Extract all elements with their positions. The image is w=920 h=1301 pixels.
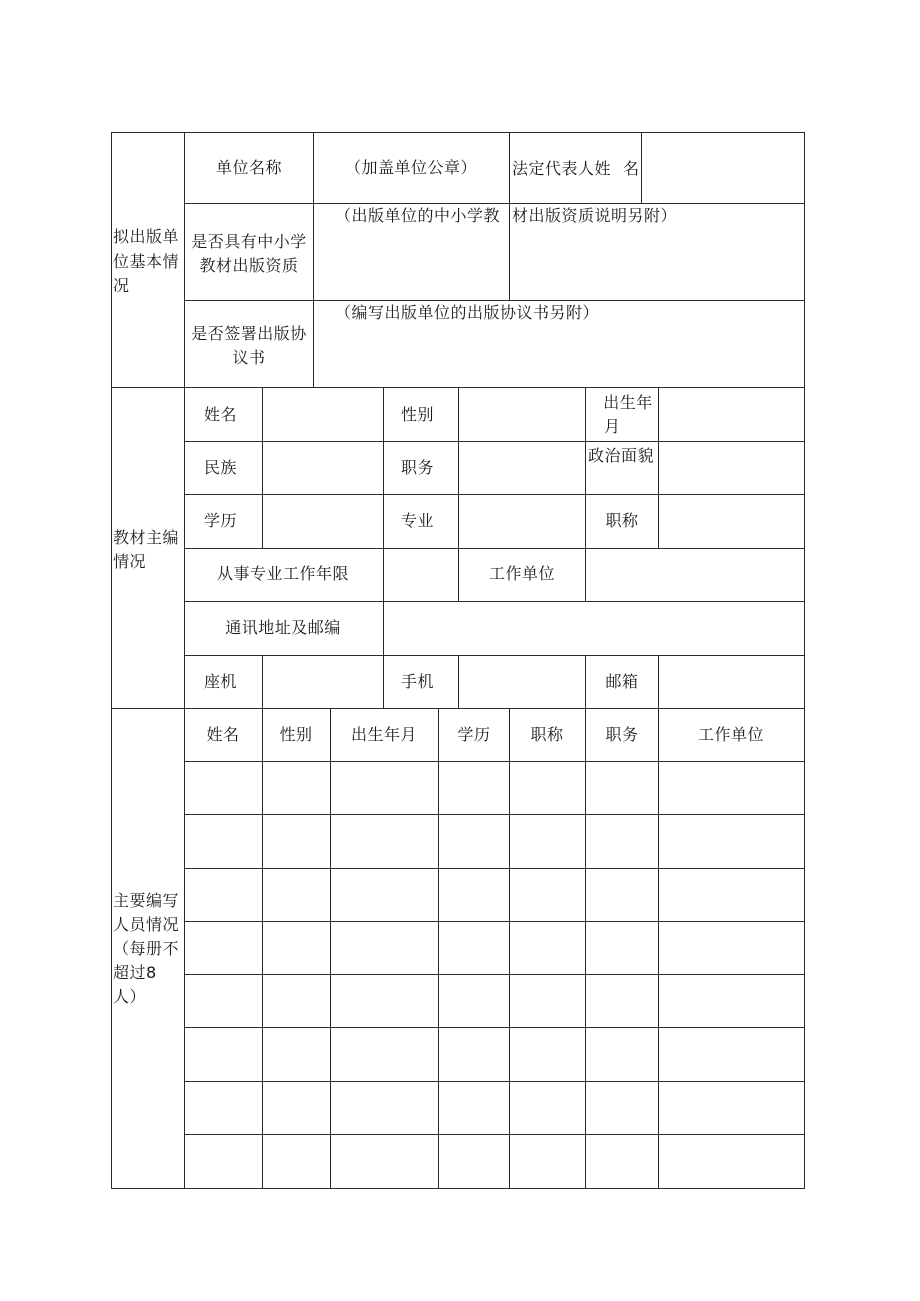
writer-birth-cell[interactable] xyxy=(331,1082,438,1134)
editor-major-field[interactable] xyxy=(459,495,585,548)
s1-col-line-b xyxy=(509,132,510,301)
writer-title-cell[interactable] xyxy=(510,869,585,921)
editor-birth-label-line2: 月 xyxy=(604,417,621,436)
writer-title-cell[interactable] xyxy=(510,922,585,974)
editor-name-field[interactable] xyxy=(263,388,383,441)
section3-label-line5: 人） xyxy=(113,987,147,1006)
writer-name-cell[interactable] xyxy=(185,1028,262,1081)
editor-years-field[interactable] xyxy=(384,549,458,601)
writer-education-cell[interactable] xyxy=(439,975,509,1027)
editor-landline-field[interactable] xyxy=(263,656,383,708)
editor-email-field[interactable] xyxy=(659,656,804,708)
writer-gender-cell[interactable] xyxy=(263,1135,330,1188)
writer-education-cell[interactable] xyxy=(439,1135,509,1188)
writer-title-cell[interactable] xyxy=(510,1082,585,1134)
qualification-label-line2: 教材出版资质 xyxy=(199,256,299,275)
writer-name-cell[interactable] xyxy=(185,1135,262,1188)
qualification-note-part2: 材出版资质说明另附） xyxy=(512,206,678,225)
writer-birth-cell[interactable] xyxy=(331,1135,438,1188)
writer-title-cell[interactable] xyxy=(510,1028,585,1081)
writer-name-cell[interactable] xyxy=(185,975,262,1027)
writer-gender-cell[interactable] xyxy=(263,922,330,974)
writer-gender-cell[interactable] xyxy=(263,975,330,1027)
writer-name-cell[interactable] xyxy=(185,815,262,868)
writers-header-birth: 出生年月 xyxy=(350,725,418,744)
writer-gender-cell[interactable] xyxy=(263,762,330,814)
writer-education-cell[interactable] xyxy=(439,1082,509,1134)
writer-position-cell[interactable] xyxy=(586,1135,658,1188)
editor-email-label: 邮箱 xyxy=(605,672,639,691)
s1-col-line-a xyxy=(313,132,314,388)
editor-ethnicity-field[interactable] xyxy=(263,442,383,494)
legal-rep-label-end: 名 xyxy=(623,159,640,178)
section2-label-line1: 教材主编 xyxy=(113,528,180,547)
agreement-note: （编写出版单位的出版协议书另附） xyxy=(335,303,600,322)
writer-name-cell[interactable] xyxy=(185,869,262,921)
agreement-label-line2: 议书 xyxy=(232,348,266,367)
writer-name-cell[interactable] xyxy=(185,922,262,974)
writer-birth-cell[interactable] xyxy=(331,975,438,1027)
section1-label-line2: 位基本情 xyxy=(113,252,180,271)
table-border-left xyxy=(111,132,112,1189)
s2-col-383-a xyxy=(383,387,384,549)
editor-gender-label: 性别 xyxy=(401,405,435,424)
writer-position-cell[interactable] xyxy=(586,1082,658,1134)
section3-label-line2: 人员情况 xyxy=(113,915,180,934)
writer-gender-cell[interactable] xyxy=(263,1028,330,1081)
writer-name-cell[interactable] xyxy=(185,1082,262,1134)
editor-position-label: 职务 xyxy=(401,458,435,477)
s2-col-458-b xyxy=(458,548,459,602)
editor-ethnicity-label: 民族 xyxy=(204,458,238,477)
writer-birth-cell[interactable] xyxy=(331,762,438,814)
writer-workplace-cell[interactable] xyxy=(659,1028,804,1081)
writer-birth-cell[interactable] xyxy=(331,815,438,868)
writers-header-title: 职称 xyxy=(530,725,564,744)
writer-workplace-cell[interactable] xyxy=(659,762,804,814)
editor-title-field[interactable] xyxy=(659,495,804,548)
writer-position-cell[interactable] xyxy=(586,869,658,921)
writer-gender-cell[interactable] xyxy=(263,869,330,921)
writers-header-position: 职务 xyxy=(605,725,639,744)
writer-workplace-cell[interactable] xyxy=(659,869,804,921)
editor-name-label: 姓名 xyxy=(204,405,238,424)
editor-address-label: 通讯地址及邮编 xyxy=(225,618,341,637)
writers-header-gender: 性别 xyxy=(279,725,313,744)
editor-political-label: 政治面貌 xyxy=(588,446,655,465)
legal-rep-name-field[interactable] xyxy=(642,133,804,203)
editor-title-label: 职称 xyxy=(605,511,639,530)
writer-workplace-cell[interactable] xyxy=(659,1135,804,1188)
writer-birth-cell[interactable] xyxy=(331,922,438,974)
writer-title-cell[interactable] xyxy=(510,762,585,814)
writer-workplace-cell[interactable] xyxy=(659,975,804,1027)
section3-label-line3: （每册不 xyxy=(113,939,180,958)
s2-col-585-a xyxy=(585,387,586,549)
writer-position-cell[interactable] xyxy=(586,762,658,814)
section3-label-line1: 主要编写 xyxy=(113,891,180,910)
writer-gender-cell[interactable] xyxy=(263,1082,330,1134)
writer-title-cell[interactable] xyxy=(510,1135,585,1188)
section1-label-line1: 拟出版单 xyxy=(113,227,180,246)
writer-workplace-cell[interactable] xyxy=(659,922,804,974)
writer-education-cell[interactable] xyxy=(439,1028,509,1081)
writer-education-cell[interactable] xyxy=(439,869,509,921)
legal-rep-label: 法定代表人姓 xyxy=(512,159,612,178)
editor-years-label: 从事专业工作年限 xyxy=(216,564,350,583)
writer-name-cell[interactable] xyxy=(185,762,262,814)
editor-birth-label-line1: 出生年 xyxy=(603,393,653,412)
unit-name-label: 单位名称 xyxy=(215,158,283,177)
writer-birth-cell[interactable] xyxy=(331,1028,438,1081)
writer-workplace-cell[interactable] xyxy=(659,815,804,868)
writer-position-cell[interactable] xyxy=(586,975,658,1027)
writer-gender-cell[interactable] xyxy=(263,815,330,868)
writer-title-cell[interactable] xyxy=(510,975,585,1027)
editor-mobile-label: 手机 xyxy=(401,672,435,691)
writer-education-cell[interactable] xyxy=(439,922,509,974)
editor-gender-field[interactable] xyxy=(459,388,585,441)
section3-label-line4: 超过8 xyxy=(113,963,157,982)
writer-position-cell[interactable] xyxy=(586,1028,658,1081)
editor-political-field[interactable] xyxy=(659,442,804,494)
writer-workplace-cell[interactable] xyxy=(659,1082,804,1134)
writer-title-cell[interactable] xyxy=(510,815,585,868)
writer-education-cell[interactable] xyxy=(439,815,509,868)
editor-mobile-field[interactable] xyxy=(459,656,585,708)
writer-birth-cell[interactable] xyxy=(331,869,438,921)
editor-address-field[interactable] xyxy=(384,602,804,655)
editor-birth-field[interactable] xyxy=(659,388,804,441)
editor-landline-label: 座机 xyxy=(204,672,238,691)
writer-position-cell[interactable] xyxy=(586,815,658,868)
writers-header-name: 姓名 xyxy=(206,725,240,744)
table-border-bottom xyxy=(111,1188,805,1189)
writers-header-education: 学历 xyxy=(457,725,491,744)
section1-label-line3: 况 xyxy=(113,276,130,295)
editor-education-field[interactable] xyxy=(263,495,383,548)
table-border-right xyxy=(804,132,805,1189)
editor-major-label: 专业 xyxy=(401,511,435,530)
qualification-label-line1: 是否具有中小学 xyxy=(191,232,307,251)
qualification-note-part1: （出版单位的中小学教 xyxy=(335,206,501,225)
editor-position-field[interactable] xyxy=(459,442,585,494)
writer-position-cell[interactable] xyxy=(586,922,658,974)
editor-workplace-label: 工作单位 xyxy=(488,564,556,583)
agreement-label-line1: 是否签署出版协 xyxy=(191,324,307,343)
editor-workplace-field[interactable] xyxy=(586,549,804,601)
s2-col-585-c xyxy=(585,655,586,709)
editor-education-label: 学历 xyxy=(204,511,238,530)
s2-col-383-d xyxy=(383,655,384,709)
writers-header-workplace: 工作单位 xyxy=(697,725,765,744)
unit-seal-note: （加盖单位公章） xyxy=(344,158,478,177)
writer-education-cell[interactable] xyxy=(439,762,509,814)
section2-label-line2: 情况 xyxy=(113,552,147,571)
